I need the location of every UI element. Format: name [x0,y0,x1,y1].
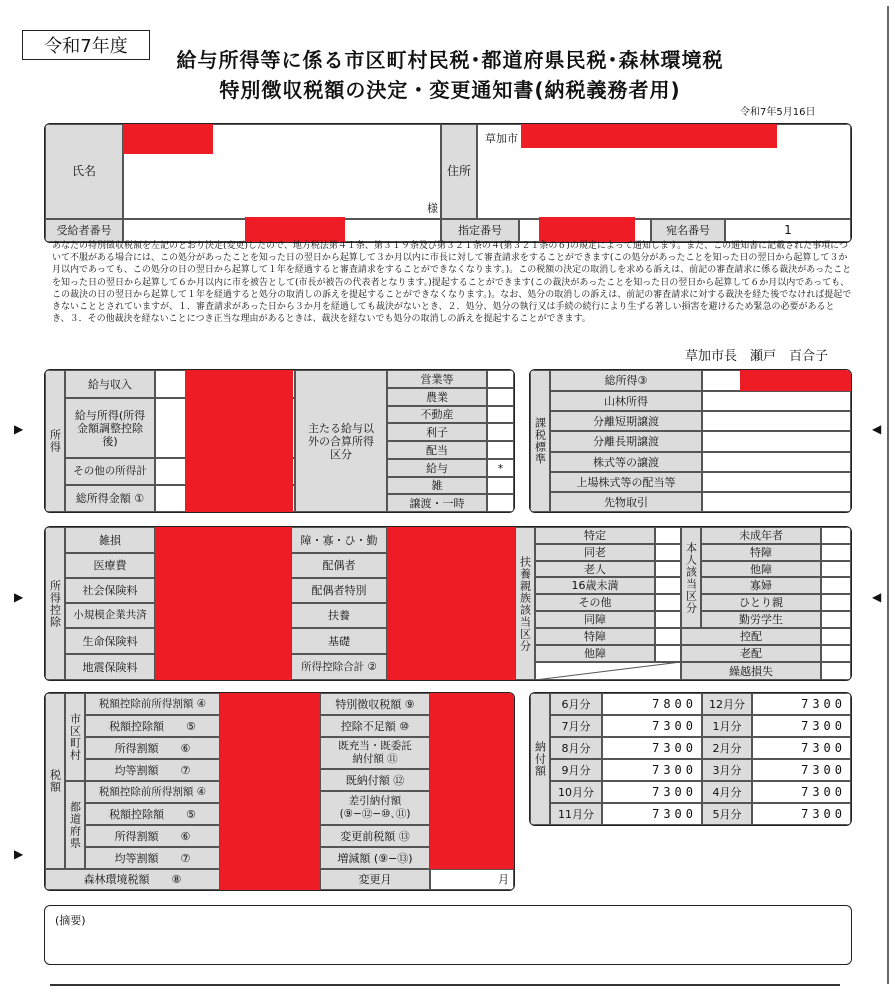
dependent-count [655,544,681,561]
redaction-recipient-no [245,217,345,242]
deduction-label: 小規模企業共済 [65,603,155,628]
deduction-label: 地震保険料 [65,654,155,680]
redaction-name [123,124,213,154]
category: 利子 [387,423,487,441]
tax-base-row: 株式等の譲渡 [550,452,702,472]
tax-row: 所得割額 ⑥ [85,737,220,759]
tax-base-value [702,431,851,452]
name-label: 氏名 [45,124,123,219]
redaction-tax-right [430,693,514,869]
payment-amount: 7300 [752,693,851,715]
tax-base-value [702,492,851,512]
carryover-value [821,662,851,680]
designation-no-label: 指定番号 [441,219,519,242]
payment-amount: 7300 [602,759,702,781]
payments-box [529,692,852,826]
left-arrow-icon: ▶ [14,422,24,436]
payment-amount: 7300 [602,737,702,759]
payment-amount: 7300 [752,737,851,759]
deduction-label: 障・寡・ひ・勤 [291,527,387,553]
payment-month: 4月分 [702,781,752,803]
redaction-income [185,370,293,512]
year-tag: 令和7年度 [22,30,150,60]
self-check [821,594,851,611]
payments-side-label: 納付額 [530,693,550,825]
dependent-type: 特定 [535,527,655,544]
tax-base-row: 分離長期譲渡 [550,431,702,452]
payment-amount: 7300 [752,715,851,737]
tax-row: 税額控除前所得割額 ④ [85,693,220,715]
dependent-count [655,527,681,544]
redaction-address [521,124,777,148]
city-label: 市区町村 [65,693,85,781]
mayor-name: 草加市長 瀬戸 百合子 [685,349,829,364]
deduction-label: 生命保険料 [65,628,155,654]
income-row-label: 給与所得(所得金額調整控除後) [65,398,155,458]
dependent-count [655,577,681,594]
payment-amount: 7300 [752,803,851,825]
payment-month: 7月分 [550,715,602,737]
tax-base-value [702,391,851,411]
category: 営業等 [387,370,487,388]
tax-base-value [702,411,851,431]
payment-amount: 7300 [602,803,702,825]
honorific: 様 [427,202,438,215]
deduction-label: 雑損 [65,527,155,553]
tax-row: 税額控除額 ⑤ [85,803,220,825]
dependent-count [655,561,681,577]
main-other-label: 主たる給与以外の合算所得区分 [295,370,387,512]
person-box [44,123,852,243]
forest-tax-label: 森林環境税額 ⑧ [45,869,220,890]
category-mark [487,477,514,494]
income-row-label: 給与収入 [65,370,155,398]
redaction-deductions-left [155,527,291,680]
tax-base-row: 山林所得 [550,391,702,411]
self-type: ひとり親 [701,594,821,611]
redaction-designation-no [539,217,635,242]
tax-row: 控除不足額 ⑩ [320,715,430,737]
dependent-type: 同老 [535,544,655,561]
category: 不動産 [387,406,487,423]
payment-amount: 7300 [752,781,851,803]
category: 給与 [387,459,487,477]
dependent-count [655,594,681,611]
spouse-old-check [821,645,851,662]
tax-base-row: 上場株式等の配当等 [550,472,702,492]
tax-row: 既充当・既委託納付額 ⑪ [320,737,430,769]
deductions-box [44,526,852,681]
spouse-check [821,628,851,645]
self-type: 他障 [701,561,821,577]
tax-side-label: 税額 [45,693,65,869]
self-type: 寡婦 [701,577,821,594]
tax-row: 変更前税額 ⑬ [320,825,430,847]
recipient-no-label: 受給者番号 [45,219,123,242]
dependent-type: その他 [535,594,655,611]
deduction-label: 医療費 [65,553,155,578]
title-line-2: 特別徴収税額の決定・変更通知書(納税義務者用) [219,78,681,102]
payment-month: 1月分 [702,715,752,737]
self-check [821,527,851,544]
left-arrow-icon: ▶ [14,847,24,861]
tax-base-value [702,472,851,492]
tax-row: 均等割額 ⑦ [85,847,220,869]
tax-row: 差引納付額(⑨−⑫−⑩､⑪) [320,791,430,825]
tax-base-side-label: 課税標準 [530,370,550,512]
category: 雑 [387,477,487,494]
payment-month: 3月分 [702,759,752,781]
pref-label: 都道府県 [65,781,85,869]
redaction-tax-left [220,693,320,890]
category: 農業 [387,388,487,406]
redaction-deductions-middle [387,527,515,680]
payment-month: 5月分 [702,803,752,825]
dependent-count [655,645,681,662]
tax-base-row: 先物取引 [550,492,702,512]
address-no-value: 1 [725,219,851,242]
address-label: 住所 [441,124,477,219]
category-mark [487,441,514,459]
right-arrow-icon: ◀ [872,422,882,436]
dependent-type: 特障 [535,628,655,645]
payment-amount: 7300 [602,781,702,803]
category-mark [487,406,514,423]
category-mark [487,494,514,512]
tax-row: 均等割額 ⑦ [85,759,220,781]
payment-month: 10月分 [550,781,602,803]
self-check [821,561,851,577]
deduction-label: 配偶者 [291,553,387,578]
tax-row: 所得割額 ⑥ [85,825,220,847]
category-mark [487,370,514,388]
payment-month: 6月分 [550,693,602,715]
tax-base-row: 分離短期譲渡 [550,411,702,431]
remarks-box [44,905,852,965]
tax-row: 既納付額 ⑫ [320,769,430,791]
dependent-type: 16歳未満 [535,577,655,594]
tax-row: 税額控除額 ⑤ [85,715,220,737]
deduction-label: 社会保険料 [65,578,155,603]
tax-base-value [702,452,851,472]
deductions-side-label: 所得控除 [45,527,65,680]
self-check [821,611,851,628]
tax-base-row: 総所得③ [550,370,702,391]
self-type: 未成年者 [701,527,821,544]
dependents-label: 扶養親族該当区分 [515,527,535,680]
spouse-label: 控配 [681,628,821,645]
payment-month: 11月分 [550,803,602,825]
deduction-label: 基礎 [291,628,387,654]
dependent-type: 他障 [535,645,655,662]
self-check [821,544,851,561]
right-arrow-icon: ◀ [872,590,882,604]
dependent-type: 同障 [535,611,655,628]
payment-amount: 7800 [602,693,702,715]
income-side-label: 所得 [45,370,65,512]
payment-month: 9月分 [550,759,602,781]
self-check [821,577,851,594]
spouse-old-label: 老配 [681,645,821,662]
issue-date: 令和7年5月16日 [740,107,816,118]
payment-amount: 7300 [752,759,851,781]
title-line-1: 給与所得等に係る市区町村民税･都道府県民税･森林環境税 [176,48,724,72]
tax-box [44,692,515,891]
address-no-label: 宛名番号 [651,219,725,242]
tax-row: 税額控除前所得割額 ④ [85,781,220,803]
category: 配当 [387,441,487,459]
payment-amount: 7300 [602,715,702,737]
address-prefix: 草加市 [485,132,518,145]
deduction-label: 配偶者特別 [291,578,387,603]
bottom-rule [50,984,840,986]
change-month-value: 月 [430,869,514,890]
tax-row: 増減額 (⑨−⑬) [320,847,430,869]
category-mark [487,388,514,406]
deduction-label: 扶養 [291,603,387,628]
category: 譲渡・一時 [387,494,487,512]
income-row-label: その他の所得計 [65,458,155,485]
carryover-label: 繰越損失 [681,662,821,680]
income-row-label: 総所得金額 ① [65,485,155,512]
tax-row: 特別徴収税額 ⑨ [320,693,430,715]
dependent-type: 老人 [535,561,655,577]
dependent-count [655,611,681,628]
payment-month: 2月分 [702,737,752,759]
dependent-count [655,628,681,645]
self-type: 特障 [701,544,821,561]
category-mark [487,423,514,441]
tax-row: 変更月 [320,869,430,890]
diagonal-line [535,662,681,680]
remarks-label: (摘要) [55,914,86,927]
deduction-label: 所得控除合計 ② [291,654,387,680]
self-type: 勤労学生 [701,611,821,628]
category-mark: * [487,459,514,477]
self-label: 本人該当区分 [681,527,701,628]
payment-month: 12月分 [702,693,752,715]
notice-text: あなたの特別徴収税額を左記のとおり決定(変更)したので、地方税法第４１条、第３１９条及び第３２１条の４(第３２１条の６)の規定によって通知します。また、この通知書に記載された事項について不服がある場合には、この処分があったことを知った日の翌日から起算して３か月以内に市長に対して審査請求をすることができます(この処分があったことを知った日の翌日から起算して３か月以内であっても、この処分の日の翌日から起算して１年を経過すると審査請求をすることができなくなります。)。この税額の決定の取消しを求める訴えは、前記の審査請求に係る裁決があったことを知った日の翌日から起算して６か月以内に市を被告として(市長が被告の代表者となります。)提起することができます(この裁決があったことを知った日の翌日から起算して６か月以内であっても、この裁決の日の翌日から起算して１年を経過すると処分の取消しの訴えを提起することができなくなります。)。なお、処分の取消しの訴えは、前記の審査請求に対する裁決を経た後でなければ提起できないこととされていますが、１．審査請求があった日から３か月を経過しても裁決がないとき、２．処分、処分の執行又は手続の続行により生ずる著しい損害を避けるため緊急の必要があるとき、３．その他裁決を経ないことにつき正当な理由があるときは、裁決を経ないでも処分の取消しの訴えを提起することができます。 [52,241,852,325]
income-box [44,369,515,513]
tax-base-box [529,369,852,513]
payment-month: 8月分 [550,737,602,759]
left-arrow-icon: ▶ [14,590,24,604]
redaction-total-income [740,369,851,391]
